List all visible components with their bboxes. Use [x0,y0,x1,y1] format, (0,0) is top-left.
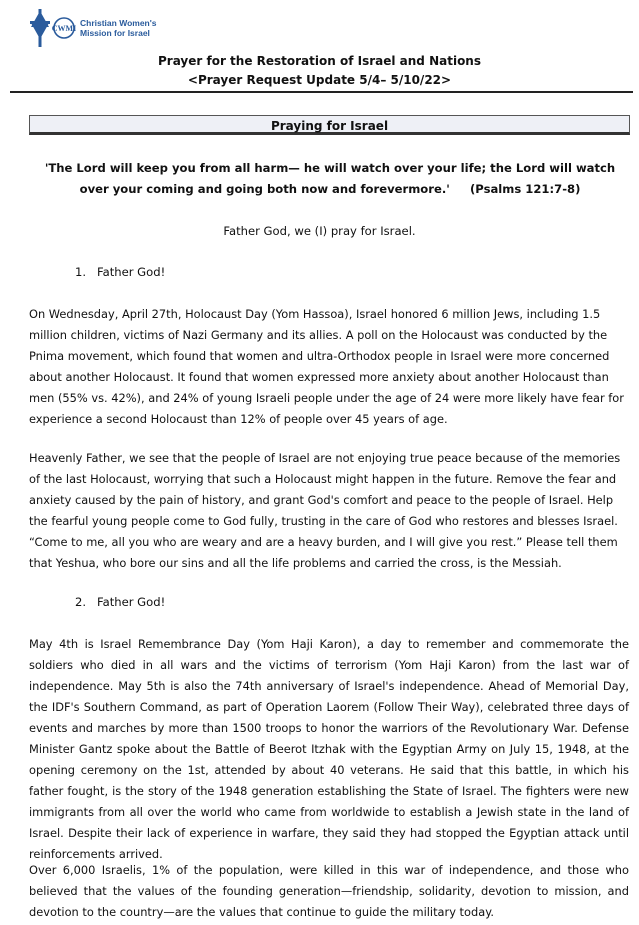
prayer-item-label: Father God! [97,595,166,609]
prayer-item [75,592,165,612]
paragraph: May 4th is Israel Remembrance Day (Yom Haji Karon), a day to remember and commemorate the soldiers who died in all wars and the victims of terrorism (Yom Haji Karon) from the last war of independence. May 5th is also the 74th anniversary of Israel's independence. Ahead of Memorial Day, the IDF's Southern Command, as part of Operation Laorem (Follow Their Way), celebrated three days of events and marches by more than 1500 troops to honor the warriors of the Revolutionary War. Defense Minister Gantz spoke about the Battle of Beerot Itzhak with the Egyptian Army on July 15, 1948, at the opening ceremony on the 1st, attended by about 40 veterans. He said that this battle, in which his father fought, is the story of the 1948 generation establishing the State of Israel. The fighters were new immigrants from all over the world who came from worldwide to establish a Jewish state in the land of Israel. Despite their lack of experience in warfare, they said they had stopped the Egyptian attack until reinforcements arrived. [29,637,629,861]
section-heading: Praying for Israel [29,115,630,135]
prayer-item-number: 1. [75,265,87,279]
verse-reference: (Psalms 121:7-8) [469,182,581,196]
paragraph: Heavenly Father, we see that the people of Israel are not enjoying true peace because of the memories of the last Holocaust, worrying that such a Holocaust might happen in the future. Remove the fear and anxiety caused by the pain of history, and grant God's comfort and peace to the people of Israel. Help the fearful young people come to God fully, trusting in the care of God who restores and blesses Israel. “Come to me, all you who are weary and are a heavy burden, and I will give you rest.” Please tell them that Yeshua, who bore our sins and all the life problems and carried the cross, is the Messiah. [29,451,621,570]
logo-mark-text: CWMI [51,24,76,33]
org-name-line2: Mission for Israel [80,28,150,38]
org-name [80,18,157,38]
prayer-item-number: 2. [75,595,87,609]
prayer-item [75,262,165,282]
prayer-intro: Father God, we (I) pray for Israel. [223,224,416,238]
document-title: Prayer for the Restoration of Israel and Nations [157,54,481,68]
verse-text: 'The Lord will keep you from all harm— he will watch over your life; the Lord will watch over your coming and going both now and forevermore.' [44,161,616,196]
title-divider [10,91,633,93]
org-name-line1: Christian Women's [80,18,157,28]
star-of-david-cross-icon [28,9,76,47]
paragraph: Over 6,000 Israelis, 1% of the population, were killed in this war of independence, and those who believed that the values of the founding generation—friendship, solidarity, devotion to mission, and devotion to the country—are the values that continue to guide the military today. [29,863,629,919]
org-logo [28,8,157,48]
prayer-item-label: Father God! [97,265,166,279]
document-subtitle: <Prayer Request Update 5/4– 5/10/22> [187,73,452,87]
paragraph: On Wednesday, April 27th, Holocaust Day (Yom Hassoa), Israel honored 6 million Jews, including 1.5 million children, victims of Nazi Germany and its allies. A poll on the Holocaust was conducted by the Pnima movement, which found that women and ultra-Orthodox people in Israel were more concerned about another Holocaust. It found that women expressed more anxiety about another Holocaust than men (55% vs. 42%), and 24% of young Israeli people under the age of 24 were more likely have fear for experience a second Holocaust than 12% of people over 45 years of age. [29,307,624,426]
scripture-verse [30,158,630,200]
